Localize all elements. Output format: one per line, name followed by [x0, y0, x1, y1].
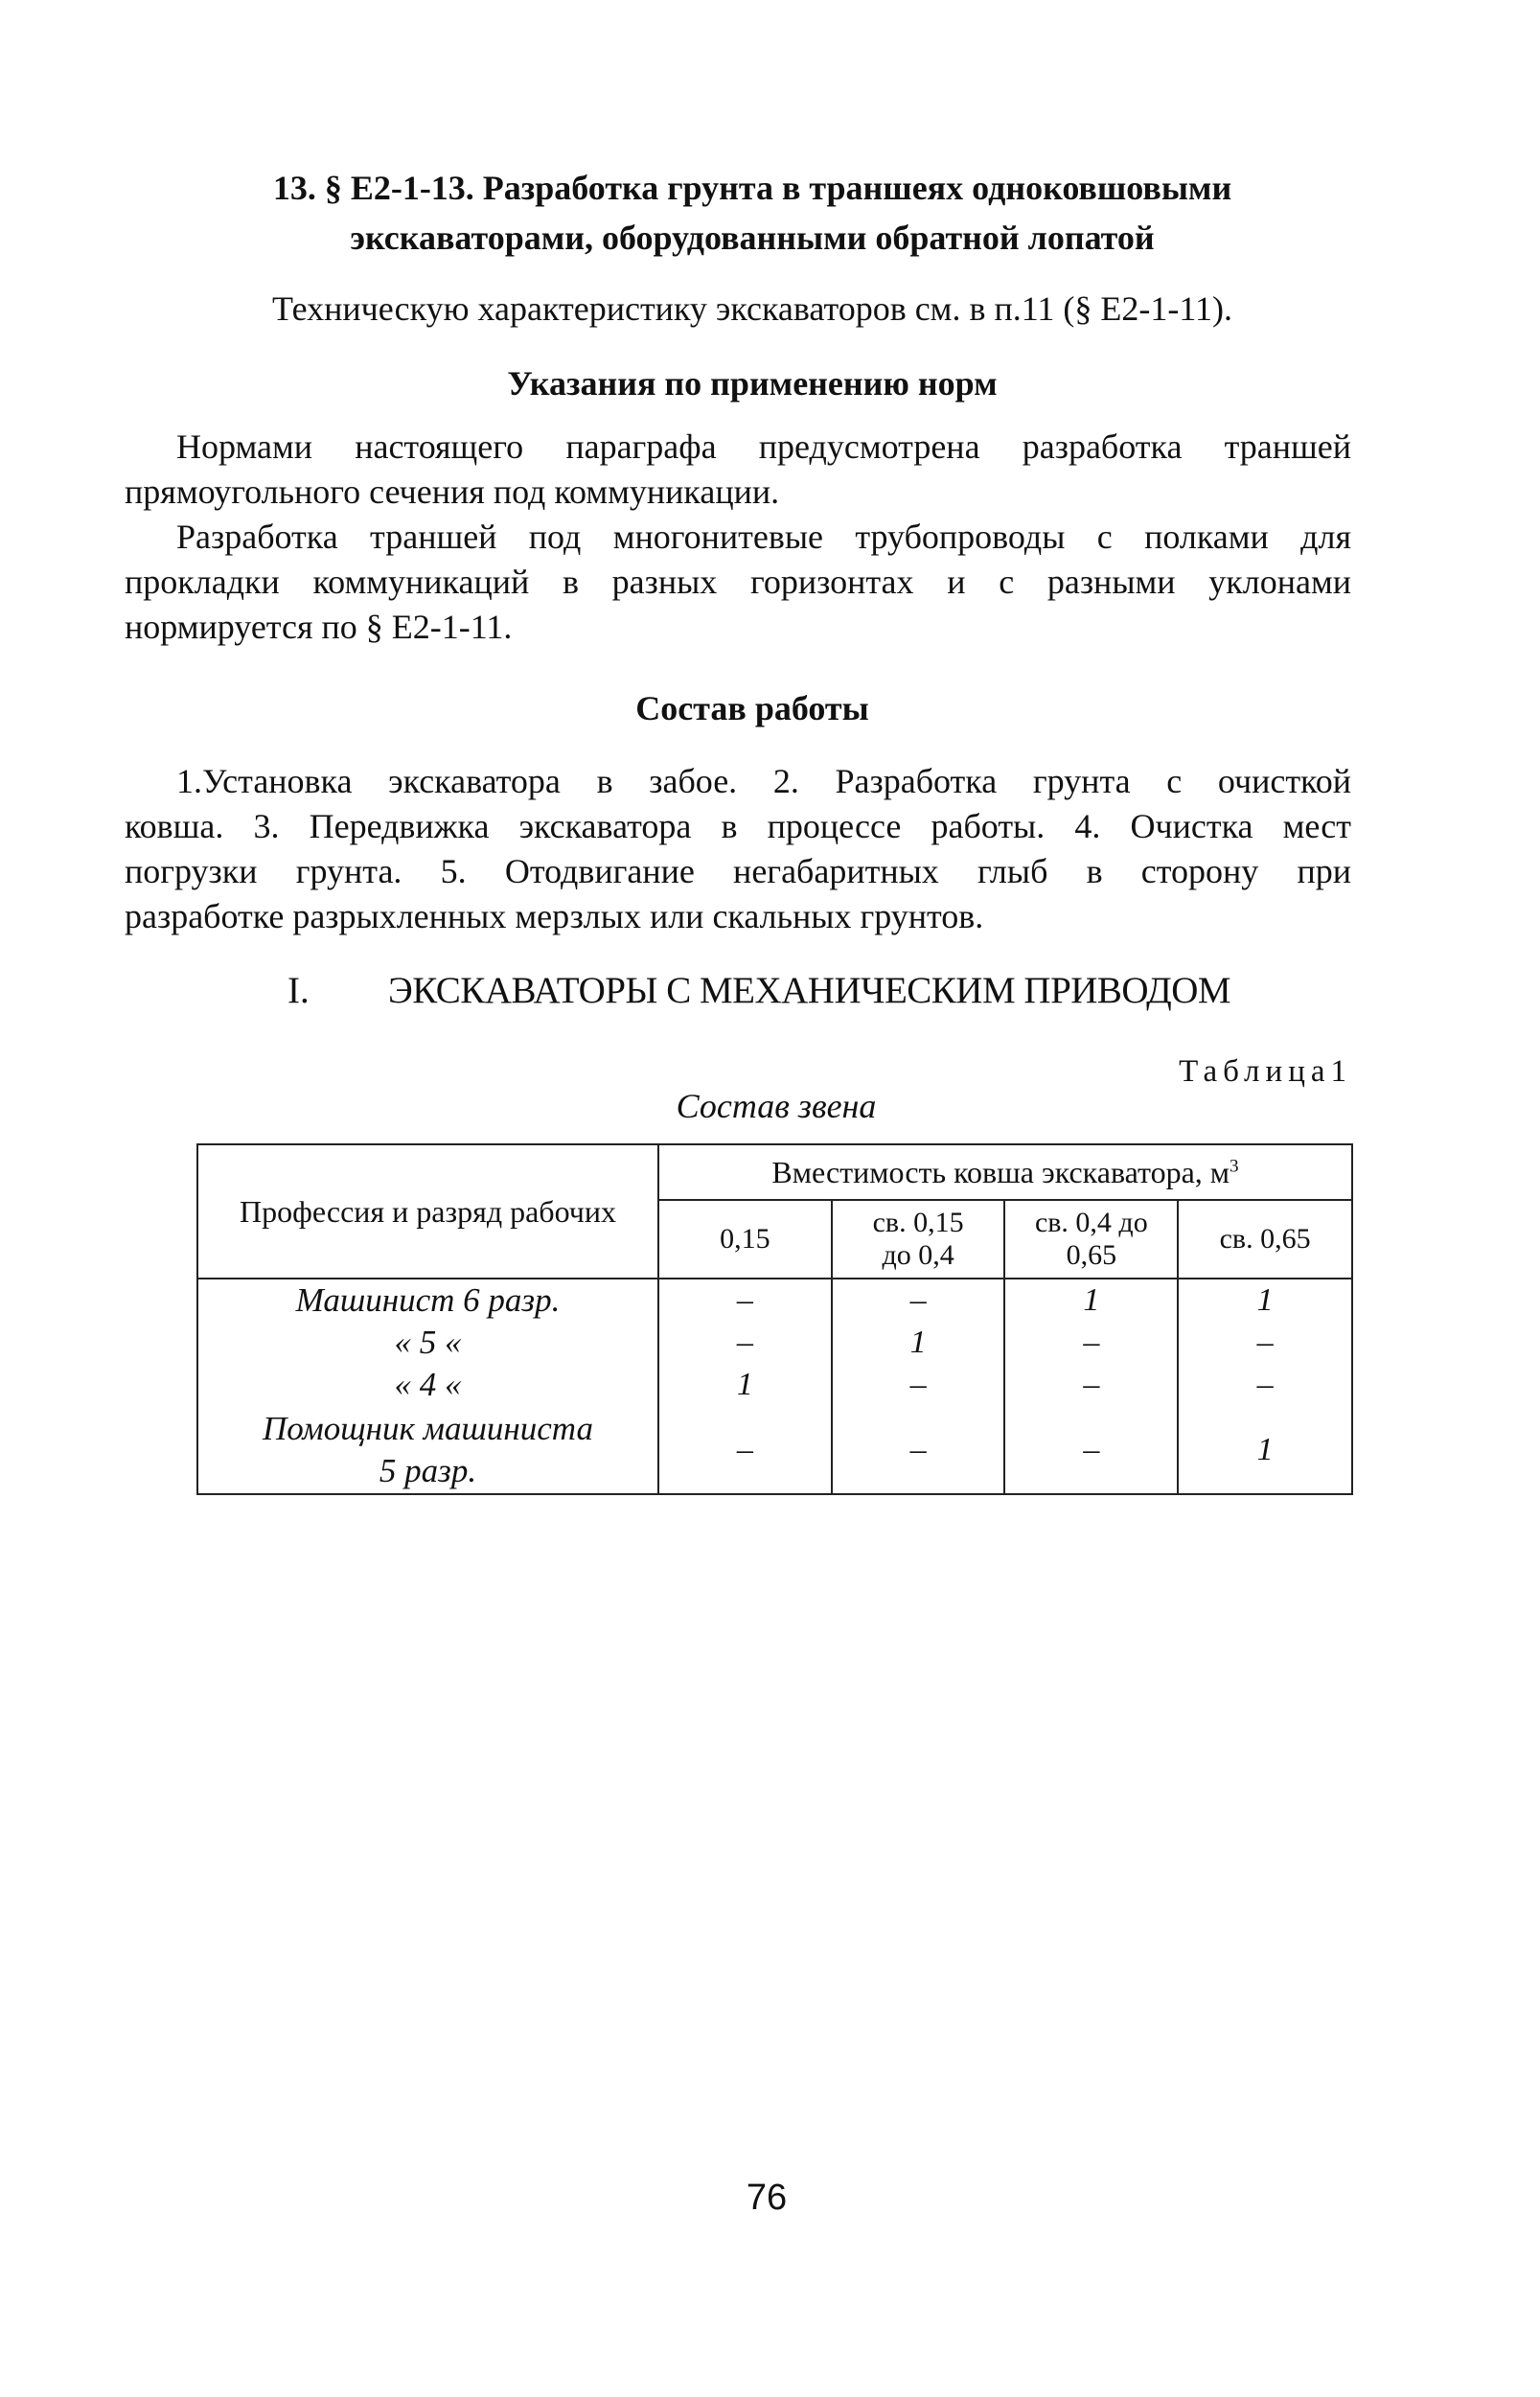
- text-line: прокладки коммуникаций в разных горизонтах и с разными уклонами: [125, 563, 1351, 601]
- value-cell: –: [1004, 1406, 1178, 1494]
- value-cell: –: [832, 1364, 1005, 1406]
- value-cell: 1: [1178, 1406, 1352, 1494]
- profession-cell: « 4 «: [197, 1364, 658, 1406]
- profession-cell: Машинист 6 разр.: [197, 1279, 658, 1322]
- value-cell: –: [658, 1279, 832, 1322]
- value-cell: –: [1178, 1364, 1352, 1406]
- work-paragraph: [125, 759, 1351, 939]
- value-cell: –: [1004, 1322, 1178, 1364]
- guidance-paragraph-1: [125, 425, 1351, 515]
- header-capacity: [658, 1144, 1352, 1200]
- header-profession: Профессия и разряд рабочих: [197, 1144, 658, 1279]
- header-capacity-col-2: [832, 1200, 1005, 1279]
- value-cell: –: [832, 1406, 1005, 1494]
- text-line: нормируется по § Е2-1-11.: [125, 608, 513, 646]
- tech-note: Техническую характеристику экскаваторов см. в п.11 (§ Е2-1-11).: [272, 289, 1232, 328]
- text-line: погрузки грунта. 5. Отодвигание негабаритных глыб в сторону при: [125, 852, 1351, 890]
- header-capacity-col-4: [1178, 1200, 1352, 1279]
- header-capacity-col-1: [658, 1200, 832, 1279]
- profession-cell: « 5 «: [197, 1322, 658, 1364]
- text-line: прямоугольного сечения под коммуникации.: [125, 472, 780, 511]
- header-capacity-text: Вместимость ковша экскаватора, м: [771, 1154, 1230, 1189]
- value-cell: –: [1178, 1322, 1352, 1364]
- value-cell: –: [832, 1279, 1005, 1322]
- table-row: [197, 1406, 1352, 1494]
- profession-line: 5 разр.: [379, 1451, 477, 1489]
- text-line: ковша. 3. Передвижка экскаватора в процессе работы. 4. Очистка мест: [125, 807, 1351, 845]
- table-row: [197, 1322, 1352, 1364]
- header-line: 0,15: [720, 1223, 770, 1255]
- profession-cell: [197, 1406, 658, 1494]
- value-cell: 1: [832, 1322, 1005, 1364]
- table-row: [197, 1364, 1352, 1406]
- section-heading-text: ЭКСКАВАТОРЫ С МЕХАНИЧЕСКИМ ПРИВОДОМ: [388, 970, 1231, 1011]
- header-capacity-sup: 3: [1230, 1155, 1239, 1176]
- value-cell: –: [658, 1406, 832, 1494]
- value-cell: 1: [1178, 1279, 1352, 1322]
- value-cell: –: [658, 1322, 832, 1364]
- table-row: [197, 1279, 1352, 1322]
- value-cell: 1: [658, 1364, 832, 1406]
- header-line: 0,65: [1066, 1239, 1117, 1271]
- guidance-heading: Указания по применению норм: [507, 364, 998, 403]
- header-line: св. 0,15: [872, 1207, 964, 1238]
- work-heading: Состав работы: [635, 689, 869, 727]
- section-title-line-1: 13. § Е2-1-13. Разработка грунта в траншеях одноковшовыми: [272, 169, 1232, 207]
- guidance-paragraph-2: [125, 515, 1351, 650]
- crew-table: [196, 1143, 1353, 1495]
- table-label: Таблица1: [1179, 1054, 1352, 1089]
- header-line: св. 0,65: [1219, 1223, 1311, 1255]
- header-capacity-col-3: [1004, 1200, 1178, 1279]
- value-cell: –: [1004, 1364, 1178, 1406]
- page-number: 76: [746, 2178, 788, 2218]
- value-cell: 1: [1004, 1279, 1178, 1322]
- section-number: I.: [287, 970, 310, 1011]
- header-line: до 0,4: [882, 1239, 954, 1271]
- text-line: разработке разрыхленных мерзлых или скальных грунтов.: [125, 897, 984, 935]
- profession-line: Помощник машиниста: [262, 1409, 594, 1447]
- header-line: св. 0,4 до: [1034, 1207, 1148, 1238]
- text-line: 1.Установка экскаватора в забое. 2. Разработка грунта с очисткой: [176, 762, 1351, 800]
- section-title: [125, 163, 1380, 263]
- text-line: Разработка траншей под многонитевые трубопроводы с полками для: [176, 518, 1351, 556]
- text-line: Нормами настоящего параграфа предусмотрена разработка траншей: [176, 427, 1351, 466]
- table-caption: Состав звена: [676, 1087, 877, 1125]
- section-title-line-2: экскаваторами, оборудованными обратной лопатой: [350, 219, 1155, 257]
